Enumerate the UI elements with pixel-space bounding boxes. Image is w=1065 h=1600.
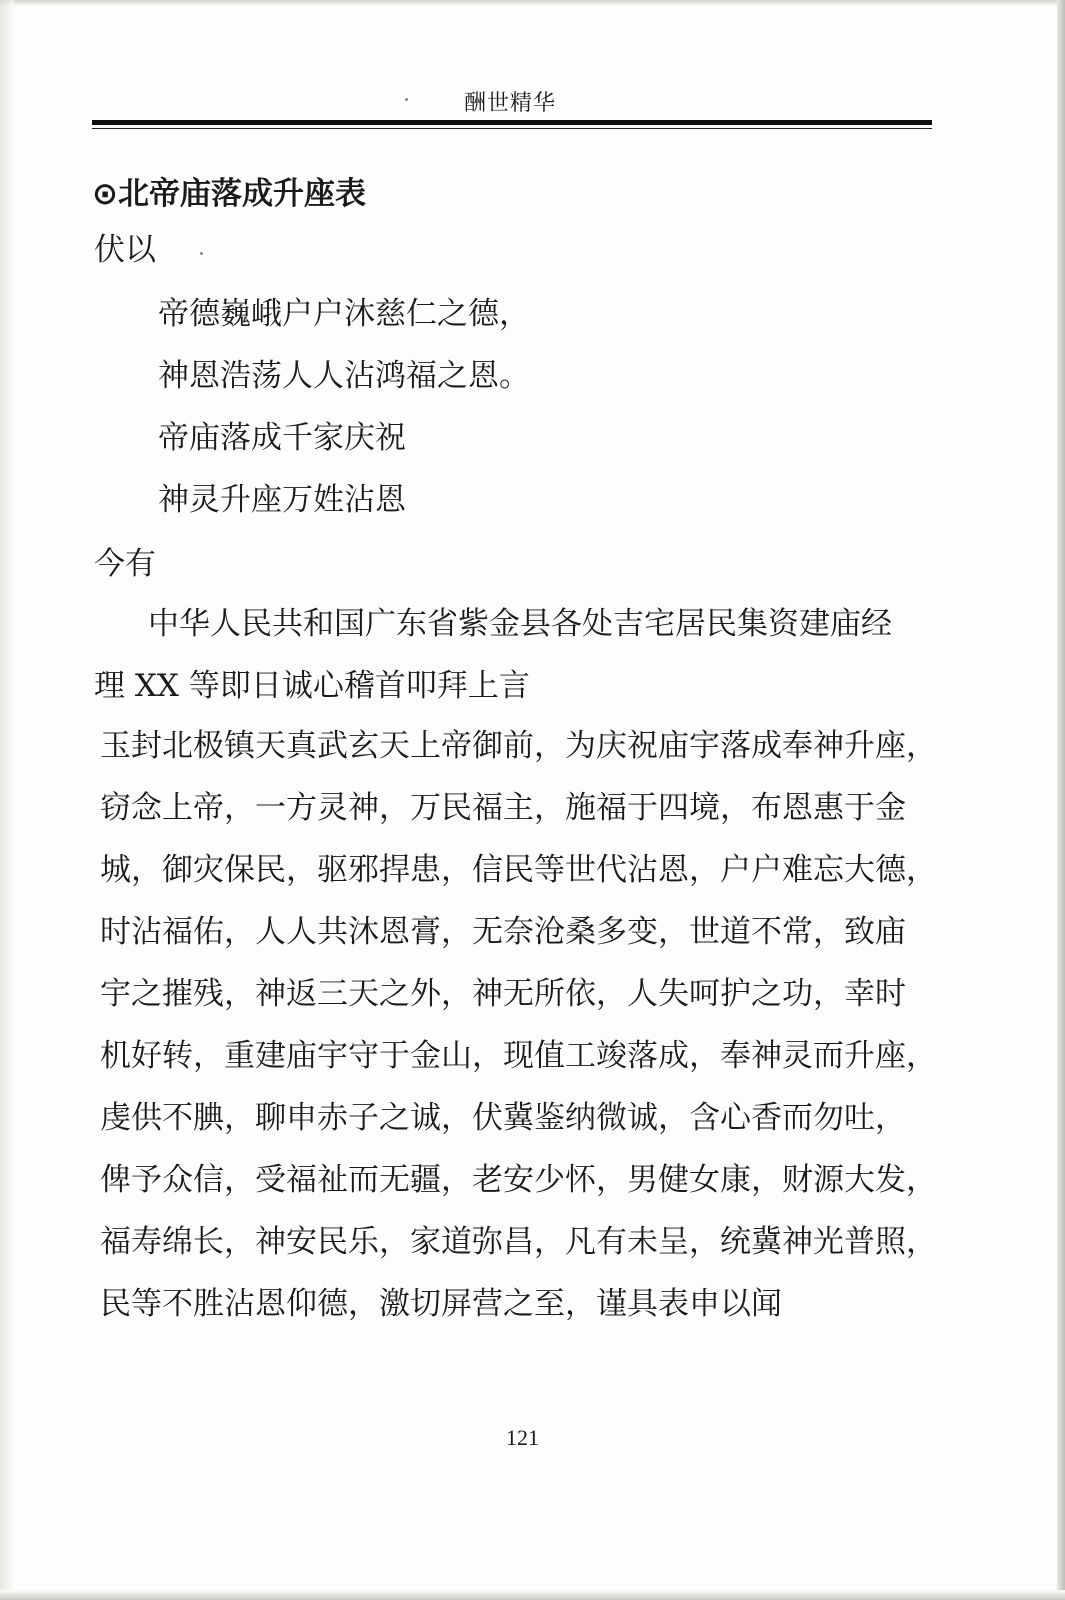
verse-line: 帝德巍峨户户沐慈仁之德， [158, 296, 530, 332]
petition-line: 中华人民共和国广东省紫金县各处吉宅居民集资建庙经 [148, 606, 892, 642]
body-line: 虔供不腆，聊申赤子之诚，伏冀鉴纳微诚，含心香而勿吐， [100, 1100, 906, 1136]
body-line: 俾予众信，受福祉而无疆，老安少怀，男健女康，财源大发， [100, 1162, 937, 1198]
body-line: 玉封北极镇天真武玄天上帝御前，为庆祝庙宇落成奉神升座， [100, 728, 937, 764]
verse-line: 帝庙落成千家庆祝 [158, 420, 406, 456]
verse-line: 神灵升座万姓沾恩 [158, 482, 406, 518]
running-head: 酬世精华 [463, 91, 556, 116]
body-line: 民等不胜沾恩仰德，激切屏营之至，谨具表申以闻 [100, 1286, 782, 1322]
body-line: 城，御灾保民，驱邪捍患，信民等世代沾恩，户户难忘大德， [100, 852, 937, 888]
scan-speck [200, 252, 203, 255]
opening-word: 伏以 [94, 232, 156, 268]
header-rule-thick [92, 120, 932, 125]
verse-line: 神恩浩荡人人沾鸿福之恩。 [158, 358, 530, 394]
section-heading: ⊙北帝庙落成升座表 [92, 176, 366, 212]
petition-line: 理 XX 等即日诚心稽首叩拜上言 [94, 668, 530, 704]
page-edge-left [0, 0, 14, 1600]
second-word: 今有 [94, 546, 156, 582]
body-line: 宇之摧残，神返三天之外，神无所依，人失呵护之功，幸时 [100, 976, 906, 1012]
page-edge-bottom [0, 1590, 1065, 1600]
page-edge-top [0, 0, 1065, 6]
header-rule-thin [92, 128, 932, 129]
page-number: 121 [506, 1425, 539, 1450]
page-edge-right [1057, 0, 1065, 1600]
body-line: 时沾福佑，人人共沐恩膏，无奈沧桑多变，世道不常，致庙 [100, 914, 906, 950]
body-line: 机好转，重建庙宇守于金山，现值工竣落成，奉神灵而升座， [100, 1038, 937, 1074]
body-line: 窃念上帝，一方灵神，万民福主，施福于四境，布恩惠于金 [100, 790, 906, 826]
body-line: 福寿绵长，神安民乐，家道弥昌，凡有未呈，统冀神光普照， [100, 1224, 937, 1260]
